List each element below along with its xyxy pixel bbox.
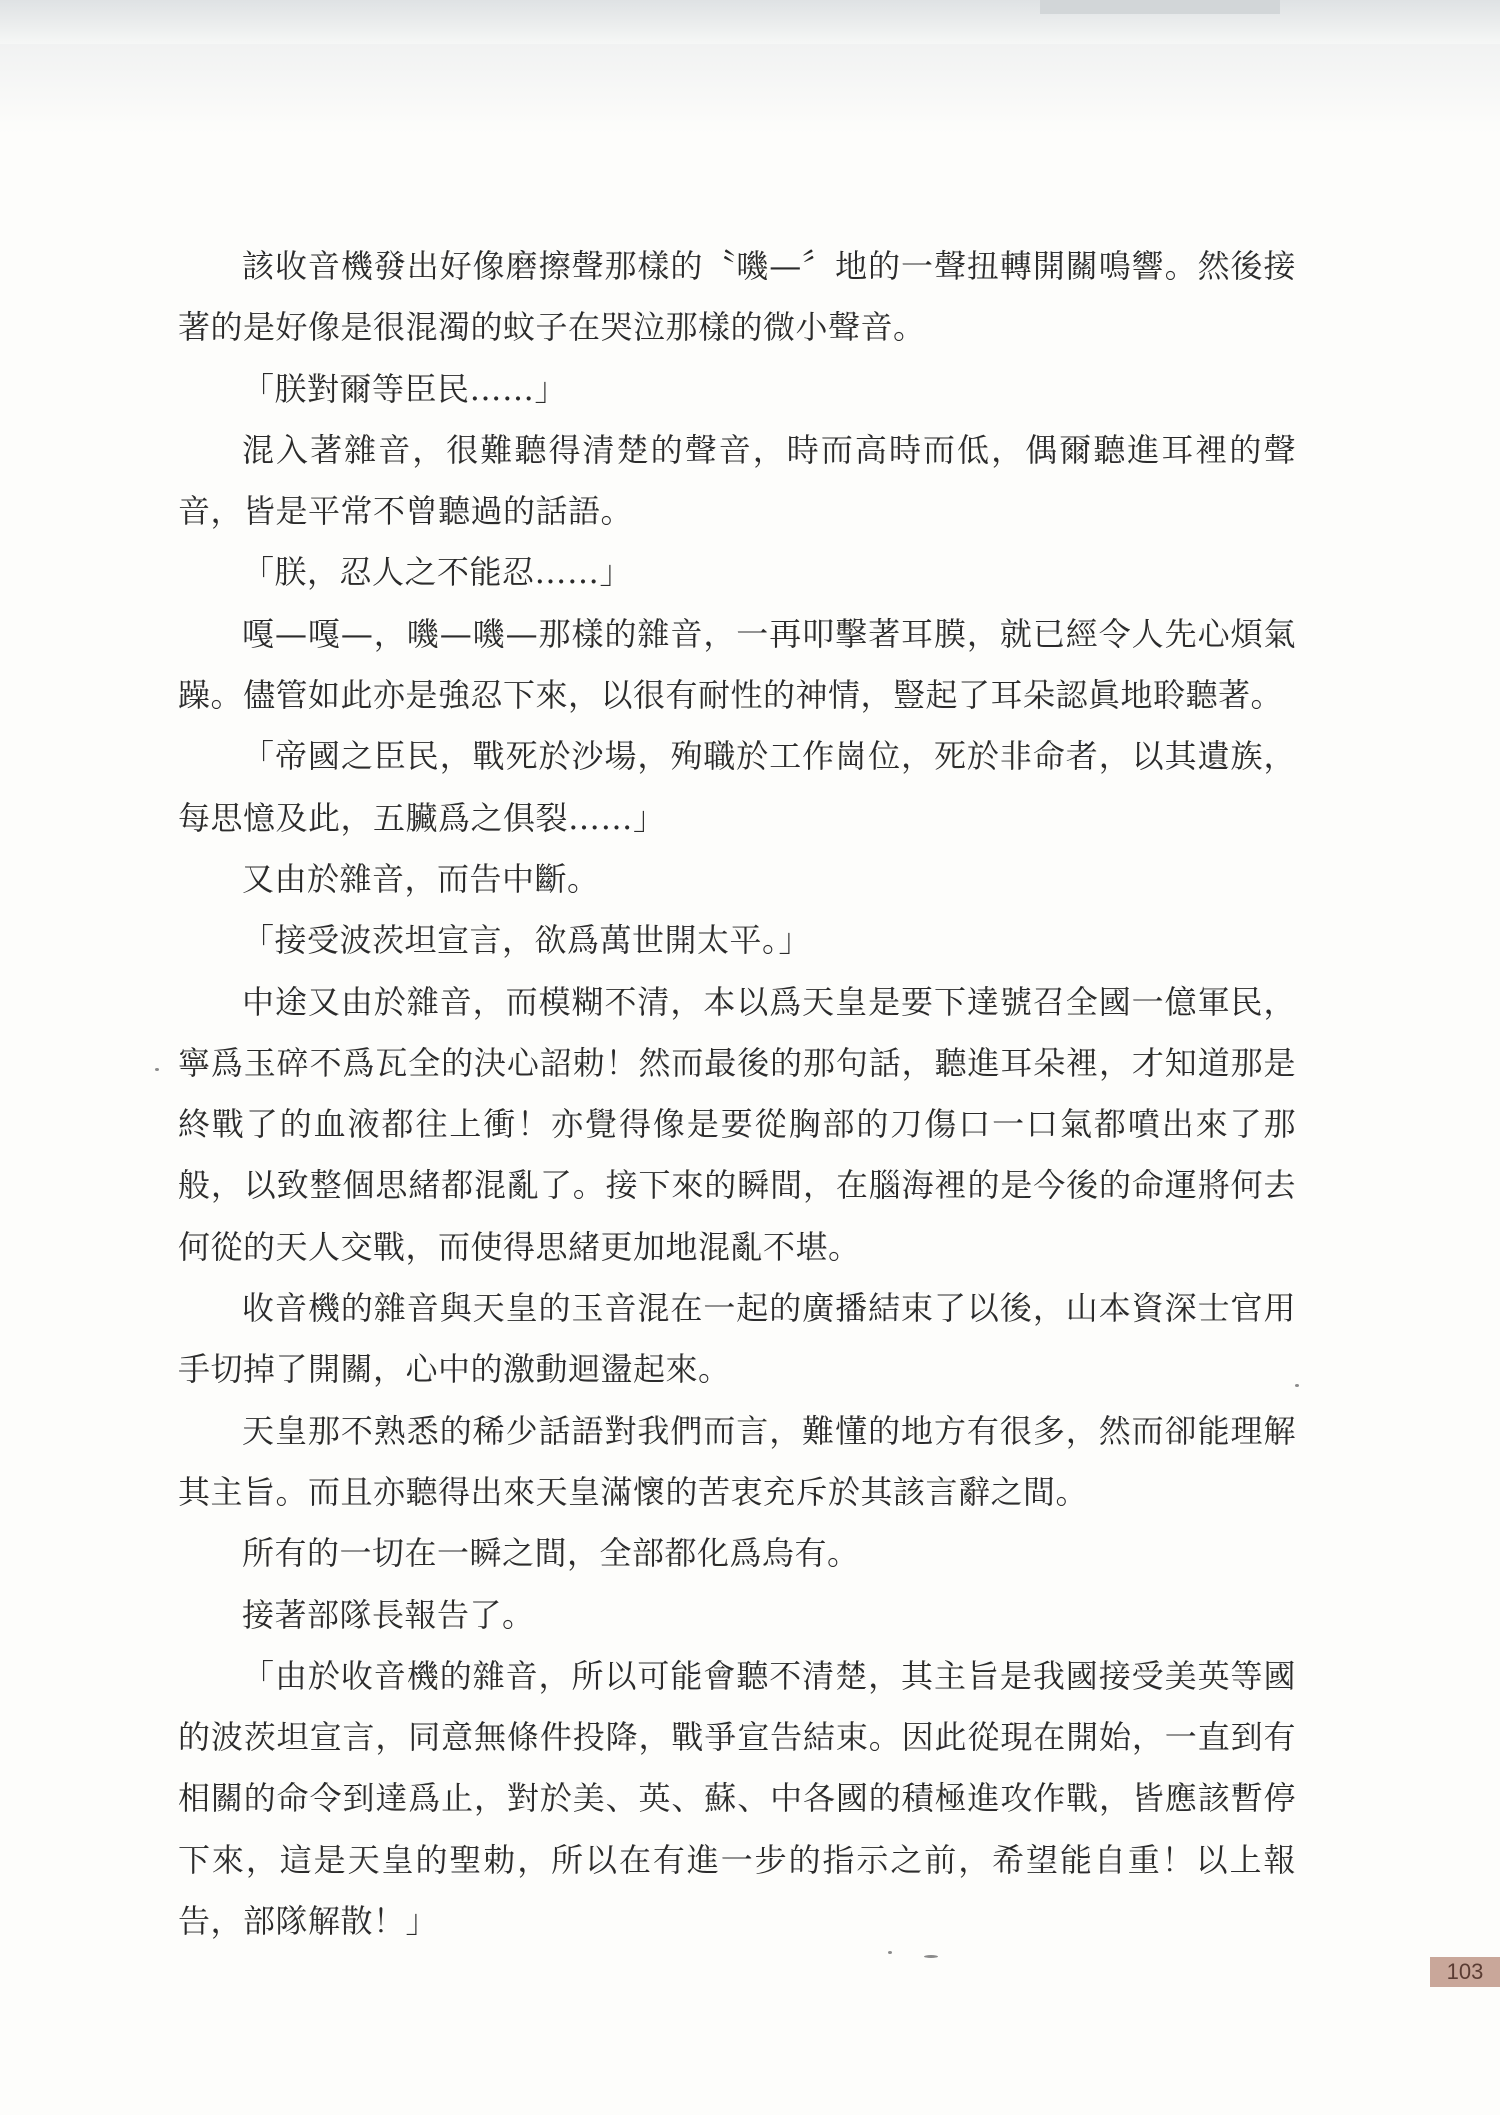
scan-speck <box>1295 1384 1299 1387</box>
page-top-band <box>0 0 1500 44</box>
paragraph: 該收音機發出好像磨擦聲那樣的〝嘰—〞地的一聲扭轉開關鳴響。然後接著的是好像是很混濁的蚊子在哭泣那樣的微小聲音。 <box>178 247 1296 347</box>
paragraph: 所有的一切在一瞬之間，全部都化爲烏有。 <box>242 1534 860 1573</box>
paragraph: 收音機的雜音與天皇的玉音混在一起的廣播結束了以後，山本資深士官用手切掉了開關，心中的激動迴盪起來。 <box>178 1289 1296 1389</box>
page-top-shadow <box>0 44 1500 134</box>
scan-speck <box>888 1951 892 1954</box>
paragraph: 「由於收音機的雜音，所以可能會聽不清楚，其主旨是我國接受美英等國的波茨坦宣言，同意無條件投降，戰爭宣告結束。因此從現在開始，一直到有相關的命令到達爲止，對於美、英、蘇、中各國的積極進攻作戰，皆應該暫停下來，這是天皇的聖勅，所以在有進一步的指示之前，希望能自重！以上報告，部隊解散！」 <box>178 1656 1296 1941</box>
paragraph: 又由於雜音，而告中斷。 <box>242 859 600 898</box>
scan-speck <box>924 1955 938 1958</box>
paragraph: 天皇那不熟悉的稀少話語對我們而言，難懂的地方有很多，然而卻能理解其主旨。而且亦聽得出來天皇滿懷的苦衷充斥於其該言辭之間。 <box>178 1411 1296 1511</box>
paragraph: 「朕對爾等臣民……」 <box>242 369 568 408</box>
paragraph: 接著部隊長報告了。 <box>242 1595 535 1634</box>
paragraph: 「朕，忍人之不能忍……」 <box>242 553 633 592</box>
paragraph: 「帝國之臣民，戰死於沙場，殉職於工作崗位，死於非命者，以其遺族，每思憶及此，五臟爲之俱裂……」 <box>178 737 1296 837</box>
paragraph: 混入著雜音，很難聽得清楚的聲音，時而高時而低，偶爾聽進耳裡的聲音，皆是平常不曾聽過的話語。 <box>178 430 1296 531</box>
paragraph: 中途又由於雜音，而模糊不清，本以爲天皇是要下達號召全國一億軍民，寧爲玉碎不爲瓦全的決心詔勅！然而最後的那句話，聽進耳朵裡，才知道那是終戰了的血液都往上衝！亦覺得像是要從胸部的刀傷口一口氣都噴出來了那般，以致整個思緒都混亂了。接下來的瞬間，在腦海裡的是今後的命運將何去何從的天人交戰，而使得思緒更加地混亂不堪。 <box>178 982 1296 1266</box>
scan-speck <box>155 1068 159 1071</box>
page-top-band-mark <box>1040 0 1280 14</box>
paragraph: 「接受波茨坦宣言，欲爲萬世開太平。」 <box>242 921 812 960</box>
paragraph: 嘎—嘎—，嘰—嘰—那樣的雜音，一再叩擊著耳膜，就已經令人先心煩氣躁。儘管如此亦是強忍下來，以很有耐性的神情，豎起了耳朵認眞地聆聽著。 <box>178 614 1296 715</box>
page-number: 103 <box>1430 1957 1500 1987</box>
body-text <box>178 236 1296 1952</box>
